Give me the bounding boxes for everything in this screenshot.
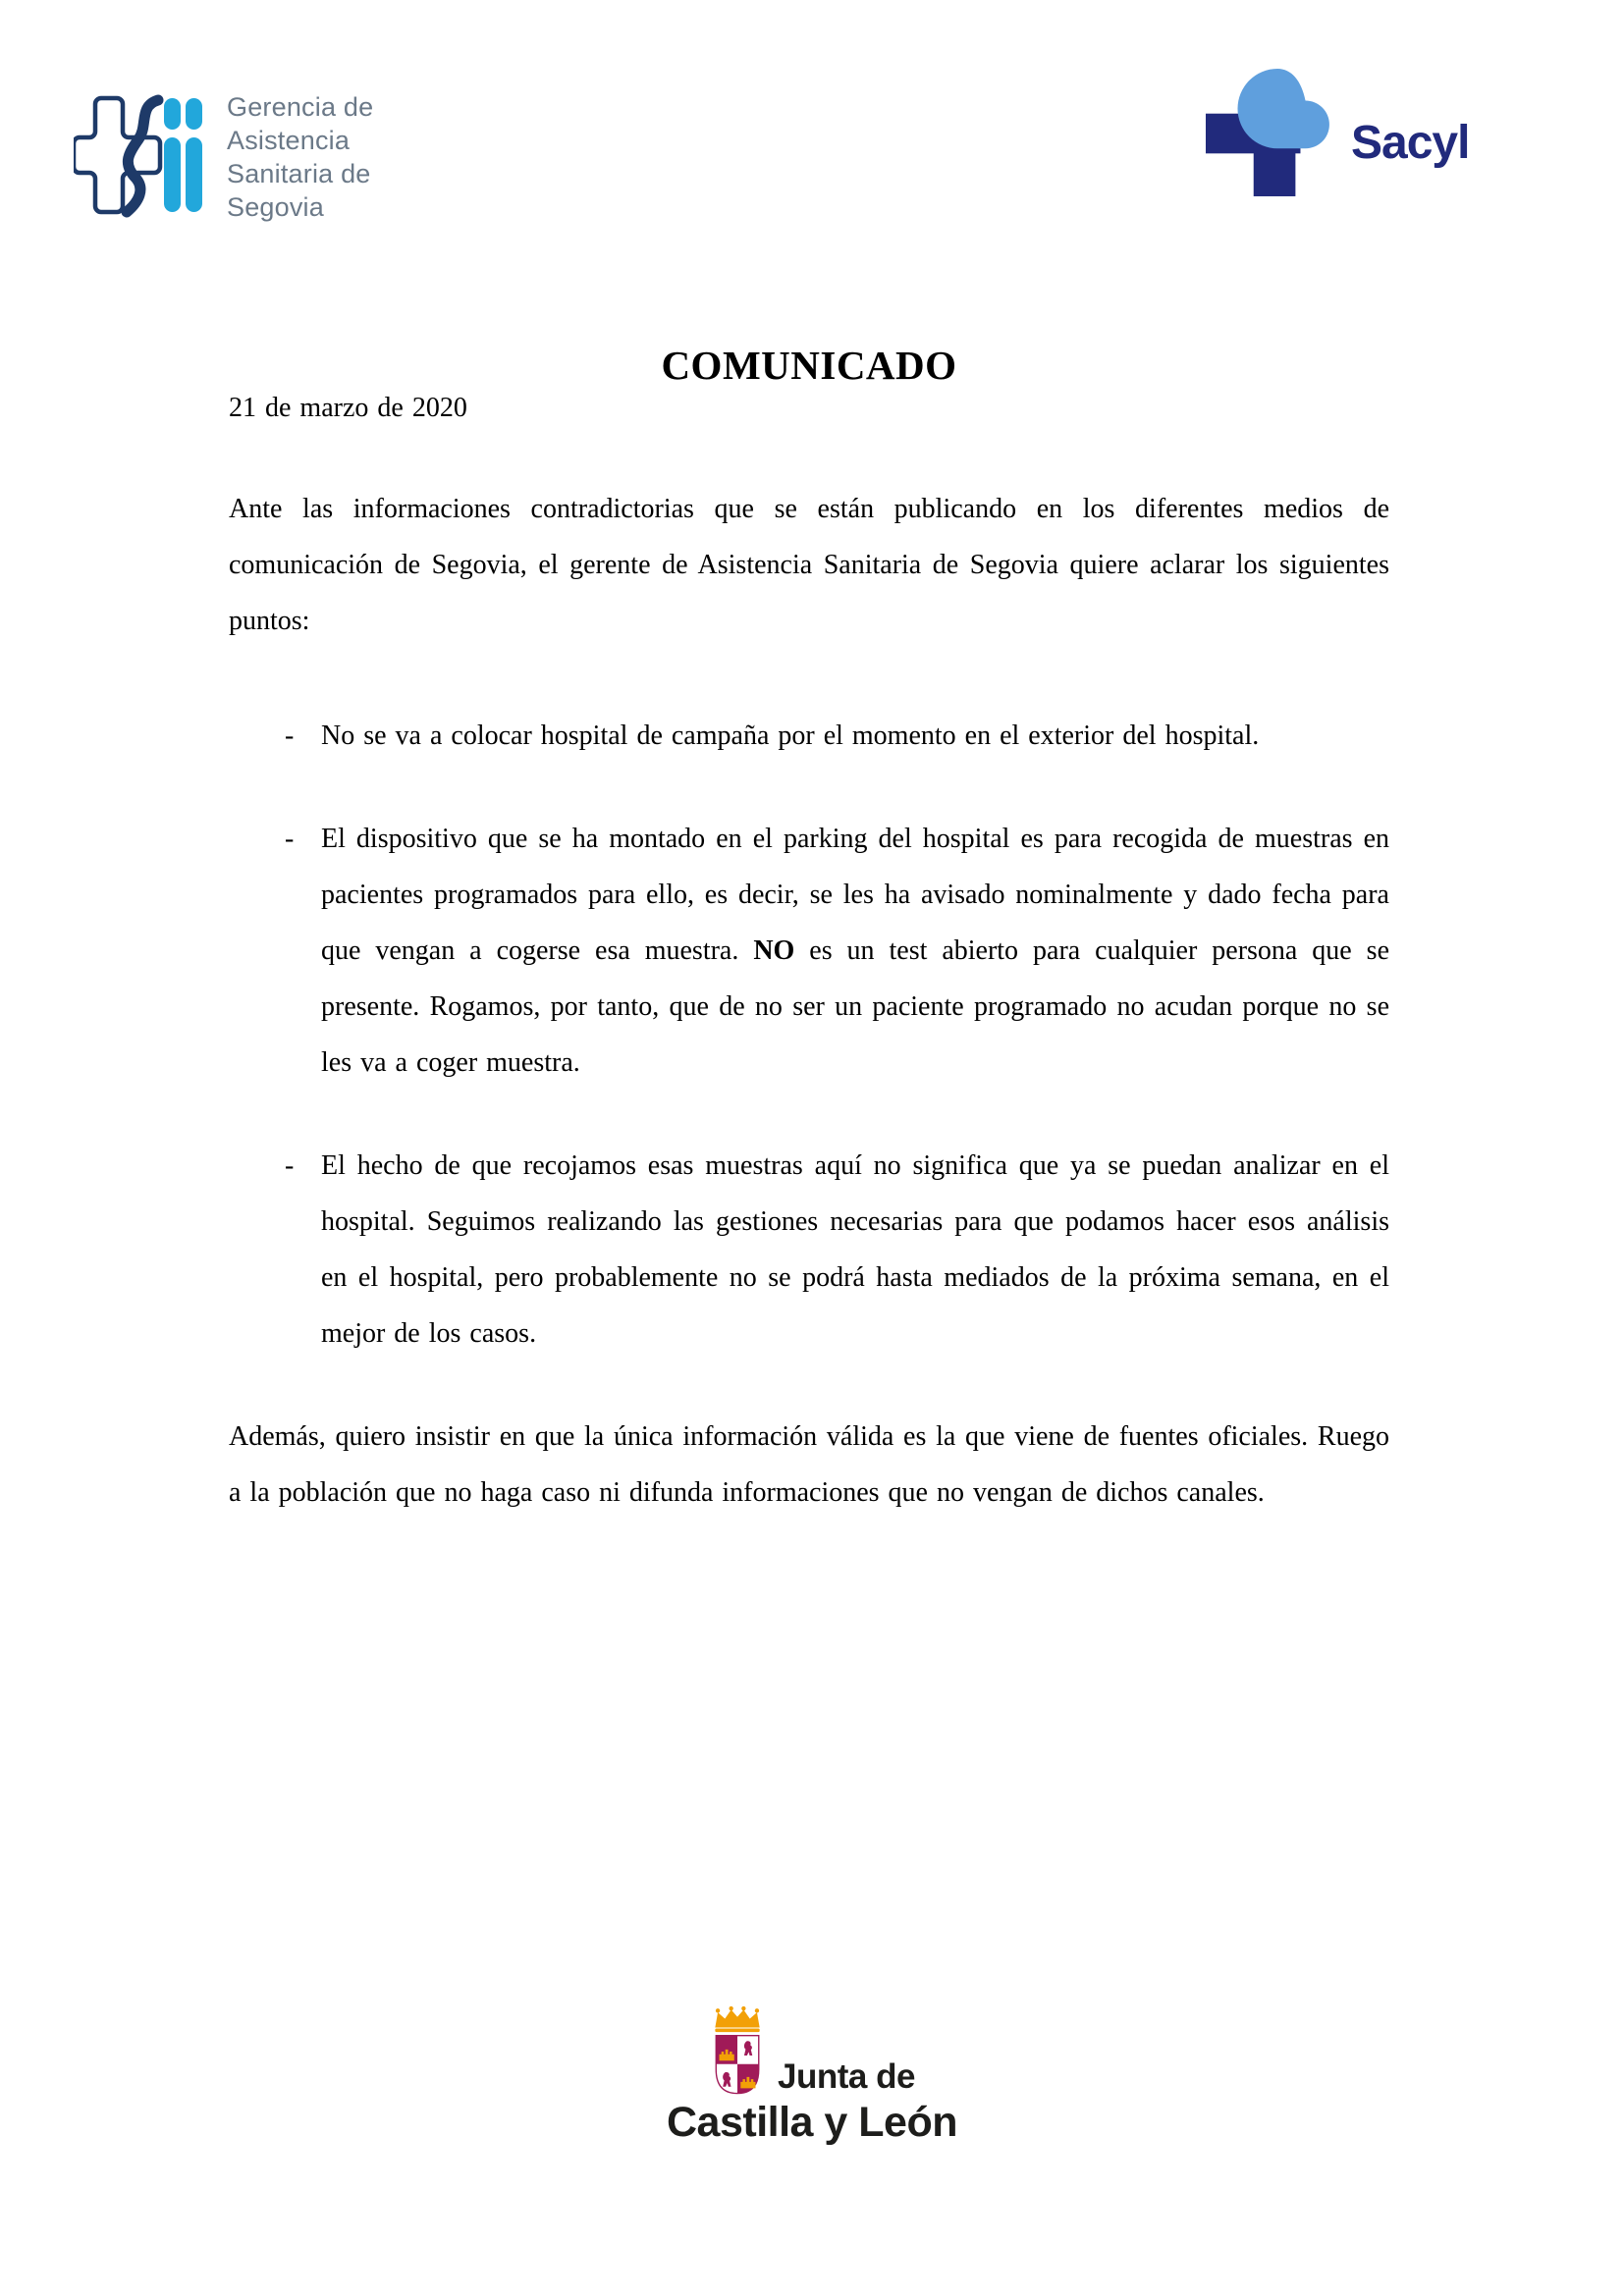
bullet-text [321, 1138, 1389, 1362]
bullet-item [229, 708, 1389, 764]
gerencia-logo-line: Sanitaria de [227, 159, 371, 188]
document-body [229, 344, 1389, 1521]
junta-logo-row [709, 2004, 915, 2099]
gerencia-logo-line: Asistencia [227, 126, 351, 155]
bullet-text-segment: El dispositivo que se ha montado en el parking del hospital es para recogida de muestras en pacientes programados para ello, es decir, se les ha avisado nominalmente y dado fecha para que vengan a cogerse esa muestra. [321, 824, 1389, 966]
sacyl-cross-icon [1206, 69, 1335, 196]
intro-paragraph: Ante las informaciones contradictorias que se están publicando en los diferentes medios de comunicación de Segovia, el gerente de Asistencia Sanitaria de Segovia quiere aclarar los siguientes puntos: [229, 494, 1389, 636]
bullet-text-segment: No se va a colocar hospital de campaña por el momento en el exterior del hospital. [321, 721, 1260, 751]
bullet-text-segment-bold: NO [753, 935, 795, 966]
sacyl-logo [1206, 69, 1469, 196]
bullet-text-segment: El hecho de que recojamos esas muestras aquí no significa que ya se puedan analizar en el hospital. Seguimos realizando las gestiones necesarias para que podamos hacer esos análisis en el hospital, pero probablemente no se podrá hasta mediados de la próxima semana, en el mejor de los casos. [321, 1150, 1389, 1349]
bullet-marker: - [285, 721, 295, 751]
bullet-text [321, 708, 1389, 764]
date-line: 21 de marzo de 2020 [229, 393, 467, 423]
gerencia-logo-line: Gerencia de [227, 92, 374, 122]
sacyl-logo-wordmark: Sacyl [1351, 116, 1470, 169]
gerencia-logo-text [227, 86, 373, 224]
bullet-item [229, 811, 1389, 1091]
junta-castilla-leon-logo [667, 2004, 957, 2147]
junta-logo-line1: Junta de [778, 2057, 915, 2096]
gerencia-cross-icon [74, 86, 211, 229]
bullet-text-segment: es un test abierto para cualquier persona que se presente. Rogamos, por tanto, que de no ser un paciente programado no acudan porque no se les va a coger muestra. [321, 935, 1389, 1078]
page-title: COMUNICADO [661, 343, 957, 388]
bullet-text [321, 811, 1389, 1091]
bullet-marker: - [285, 824, 295, 854]
closing-paragraph: Además, quiero insistir en que la única información válida es la que viene de fuentes oficiales. Ruego a la población que no haga caso ni difunda informaciones que no vengan de dichos canales. [229, 1421, 1389, 1508]
bullet-item [229, 1138, 1389, 1362]
gerencia-asistencia-logo [74, 86, 373, 229]
gerencia-logo-line: Segovia [227, 192, 324, 222]
bullet-marker: - [285, 1150, 295, 1181]
castilla-leon-shield-icon [709, 2004, 766, 2099]
junta-logo-line2: Castilla y León [667, 2099, 957, 2146]
